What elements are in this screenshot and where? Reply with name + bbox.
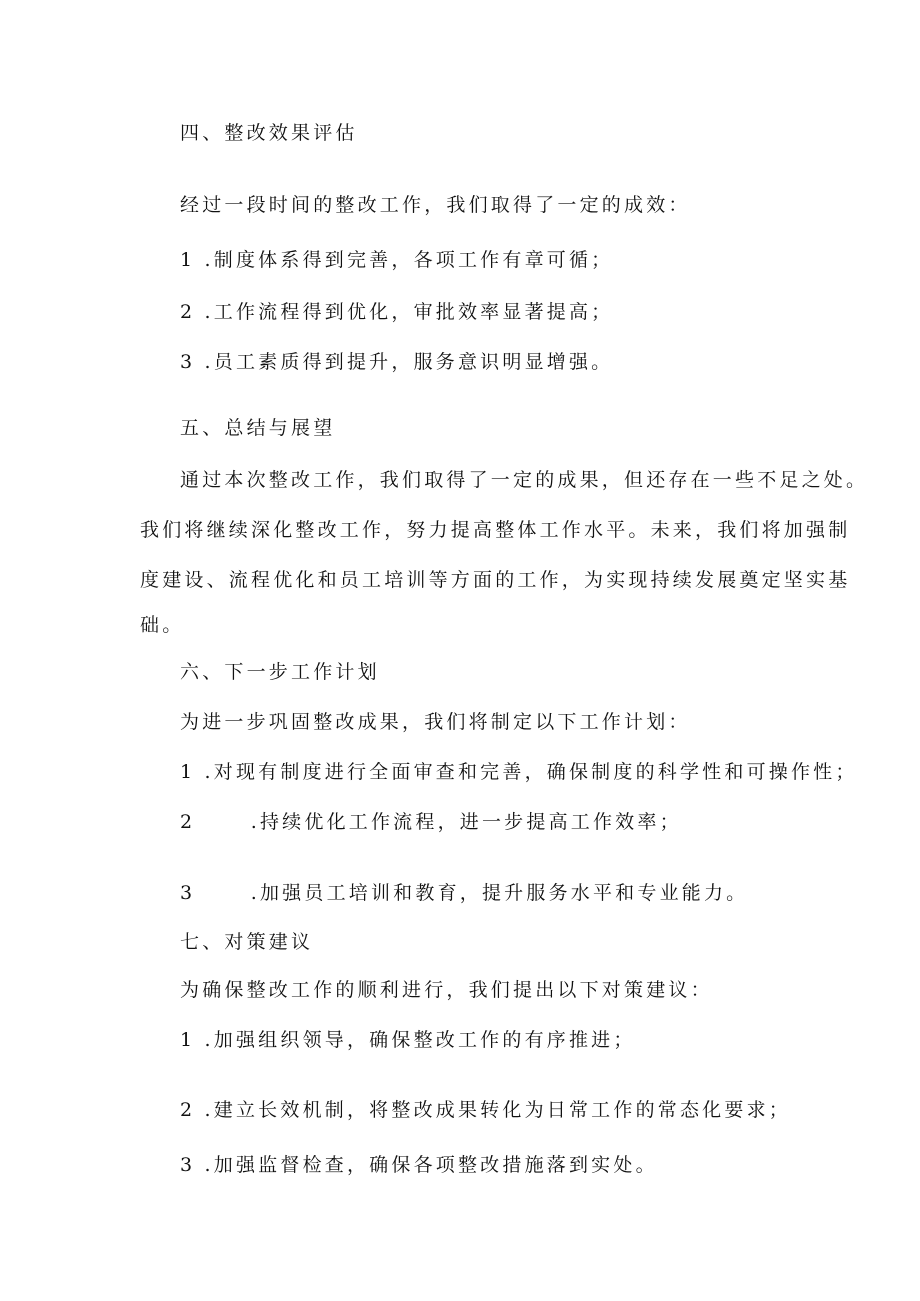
list-item: 1 .对现有制度进行全面审查和完善，确保制度的科学性和可操作性； xyxy=(180,761,858,783)
list-item: 2 .建立长效机制，将整改成果转化为日常工作的常态化要求； xyxy=(180,1099,791,1121)
list-item: 3 .加强员工培训和教育，提升服务水平和专业能力。 xyxy=(180,882,749,904)
section-6-intro: 为进一步巩固整改成果，我们将制定以下工作计划： xyxy=(180,711,691,733)
paragraph-line: 础。 xyxy=(140,614,185,636)
list-item: 2 .持续优化工作流程，进一步提高工作效率； xyxy=(180,811,682,833)
list-item: 2 .工作流程得到优化，审批效率显著提高； xyxy=(180,301,614,323)
section-4-intro: 经过一段时间的整改工作，我们取得了一定的成效： xyxy=(180,194,691,216)
section-7-intro: 为确保整改工作的顺利进行，我们提出以下对策建议： xyxy=(180,979,713,1001)
list-item: 1 .制度体系得到完善，各项工作有章可循； xyxy=(180,249,614,271)
paragraph-line: 通过本次整改工作，我们取得了一定的成果，但还存在一些不足之处。 xyxy=(180,469,869,491)
list-item: 3 .加强监督检查，确保各项整改措施落到实处。 xyxy=(180,1154,658,1176)
paragraph-line: 度建设、流程优化和员工培训等方面的工作，为实现持续发展奠定坚实基 xyxy=(140,569,851,591)
list-item: 1 .加强组织领导，确保整改工作的有序推进； xyxy=(180,1029,636,1051)
section-6-title: 六、下一步工作计划 xyxy=(180,661,380,683)
paragraph-line: 我们将继续深化整改工作，努力提高整体工作水平。未来，我们将加强制 xyxy=(140,519,851,541)
list-item: 3 .员工素质得到提升，服务意识明显增强。 xyxy=(180,351,614,373)
section-7-title: 七、对策建议 xyxy=(180,931,314,953)
section-4-title: 四、整改效果评估 xyxy=(180,122,358,144)
section-5-title: 五、总结与展望 xyxy=(180,417,336,439)
